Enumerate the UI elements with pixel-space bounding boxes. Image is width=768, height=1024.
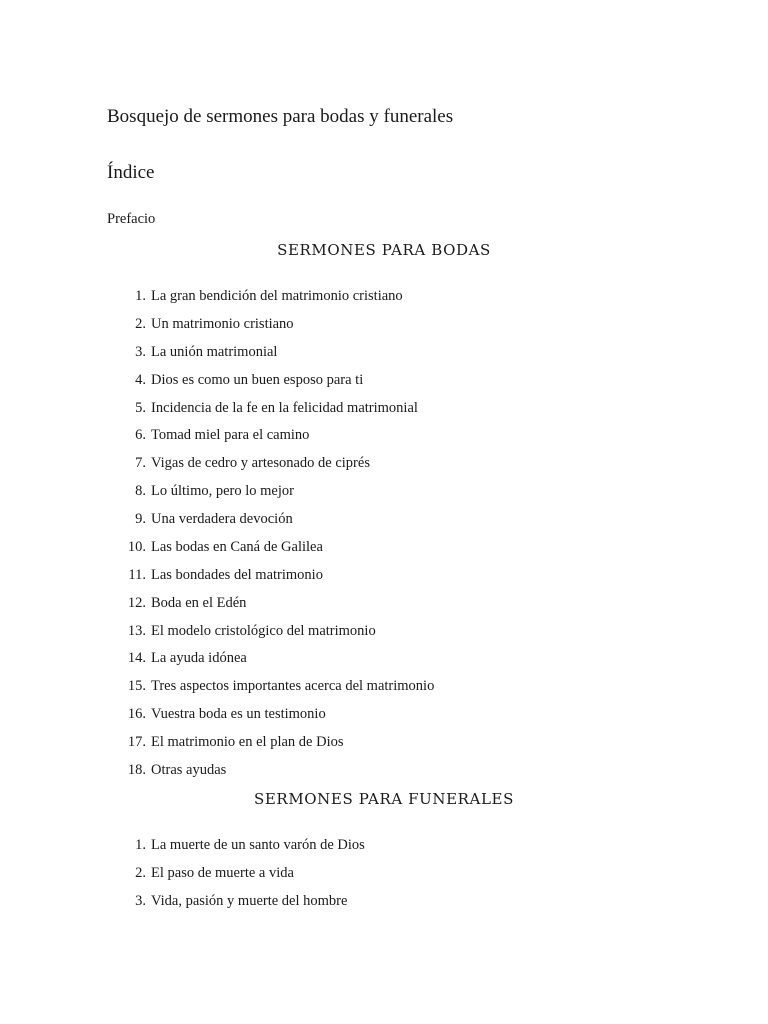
- list-item: [0, 425, 768, 453]
- list-item: [0, 453, 768, 481]
- list-item: [0, 760, 768, 788]
- list-item-text: El modelo cristológico del matrimonio: [151, 622, 376, 639]
- list-item-text: Incidencia de la fe en la felicidad matrimonial: [151, 399, 418, 416]
- list-item-number: 3.: [135, 892, 146, 909]
- list-item-text: Vida, pasión y muerte del hombre: [151, 892, 348, 909]
- list-item: [0, 481, 768, 509]
- list-item-number: 1.: [135, 288, 146, 304]
- list-item: [0, 509, 768, 537]
- list-item-number: 14.: [127, 650, 146, 667]
- list-item: [0, 342, 768, 370]
- list-item-text: Tomad miel para el camino: [151, 427, 310, 444]
- list-item-number: 11.: [128, 566, 146, 583]
- list-item-number: 6.: [135, 427, 146, 444]
- list-item: [0, 565, 768, 593]
- list-item-text: Vuestra boda es un testimonio: [151, 706, 326, 723]
- list-item-text: La gran bendición del matrimonio cristiano: [151, 288, 403, 304]
- section-heading-weddings: SERMONES PARA BODAS: [277, 241, 491, 259]
- list-item: [0, 370, 768, 398]
- list-item-number: 8.: [135, 483, 146, 500]
- list-item-number: 2.: [135, 315, 146, 332]
- list-item-text: Tres aspectos importantes acerca del matrimonio: [151, 678, 435, 695]
- list-item: [0, 286, 768, 314]
- list-item-number: 3.: [135, 343, 146, 360]
- list-item-text: Otras ayudas: [151, 761, 227, 778]
- list-item: [0, 891, 768, 919]
- section-heading-funerals: SERMONES PARA FUNERALES: [254, 790, 514, 808]
- list-item-number: 5.: [135, 399, 146, 416]
- list-item-number: 12.: [127, 594, 146, 611]
- list-item-text: Las bodas en Caná de Galilea: [151, 538, 323, 555]
- toc-heading: Índice: [107, 162, 155, 183]
- list-item-text: Una verdadera devoción: [151, 511, 293, 527]
- funeral-sermons-list: [0, 835, 768, 919]
- list-item-text: La ayuda idónea: [151, 650, 247, 667]
- list-item-number: 9.: [135, 511, 146, 527]
- list-item: [0, 676, 768, 704]
- list-item-number: 13.: [127, 622, 146, 639]
- list-item-text: Boda en el Edén: [151, 594, 247, 611]
- list-item-number: 10.: [127, 538, 146, 555]
- list-item-number: 18.: [127, 761, 146, 778]
- list-item: [0, 314, 768, 342]
- list-item: [0, 621, 768, 649]
- list-item: [0, 648, 768, 676]
- list-item-text: Un matrimonio cristiano: [151, 315, 294, 332]
- list-item-number: 16.: [127, 706, 146, 723]
- list-item-number: 7.: [135, 455, 146, 472]
- list-item: [0, 835, 768, 863]
- list-item: [0, 704, 768, 732]
- list-item-text: El paso de muerte a vida: [151, 864, 294, 881]
- list-item-text: La muerte de un santo varón de Dios: [151, 837, 365, 853]
- list-item-number: 4.: [135, 371, 146, 388]
- list-item: [0, 398, 768, 426]
- list-item-text: La unión matrimonial: [151, 343, 278, 360]
- list-item-text: Lo último, pero lo mejor: [151, 483, 294, 500]
- list-item: [0, 593, 768, 621]
- list-item-text: Vigas de cedro y artesonado de ciprés: [151, 455, 370, 472]
- list-item: [0, 732, 768, 760]
- list-item-text: Dios es como un buen esposo para ti: [151, 371, 364, 388]
- document-title: Bosquejo de sermones para bodas y funerales: [107, 106, 454, 127]
- list-item-number: 15.: [127, 678, 146, 695]
- list-item-number: 17.: [127, 734, 146, 750]
- list-item-text: El matrimonio en el plan de Dios: [151, 734, 344, 750]
- list-item-number: 2.: [135, 864, 146, 881]
- list-item-text: Las bondades del matrimonio: [151, 566, 323, 583]
- list-item: [0, 863, 768, 891]
- toc-entry-preface: Prefacio: [107, 211, 156, 227]
- list-item: [0, 537, 768, 565]
- list-item-number: 1.: [135, 837, 146, 853]
- wedding-sermons-list: [0, 286, 768, 788]
